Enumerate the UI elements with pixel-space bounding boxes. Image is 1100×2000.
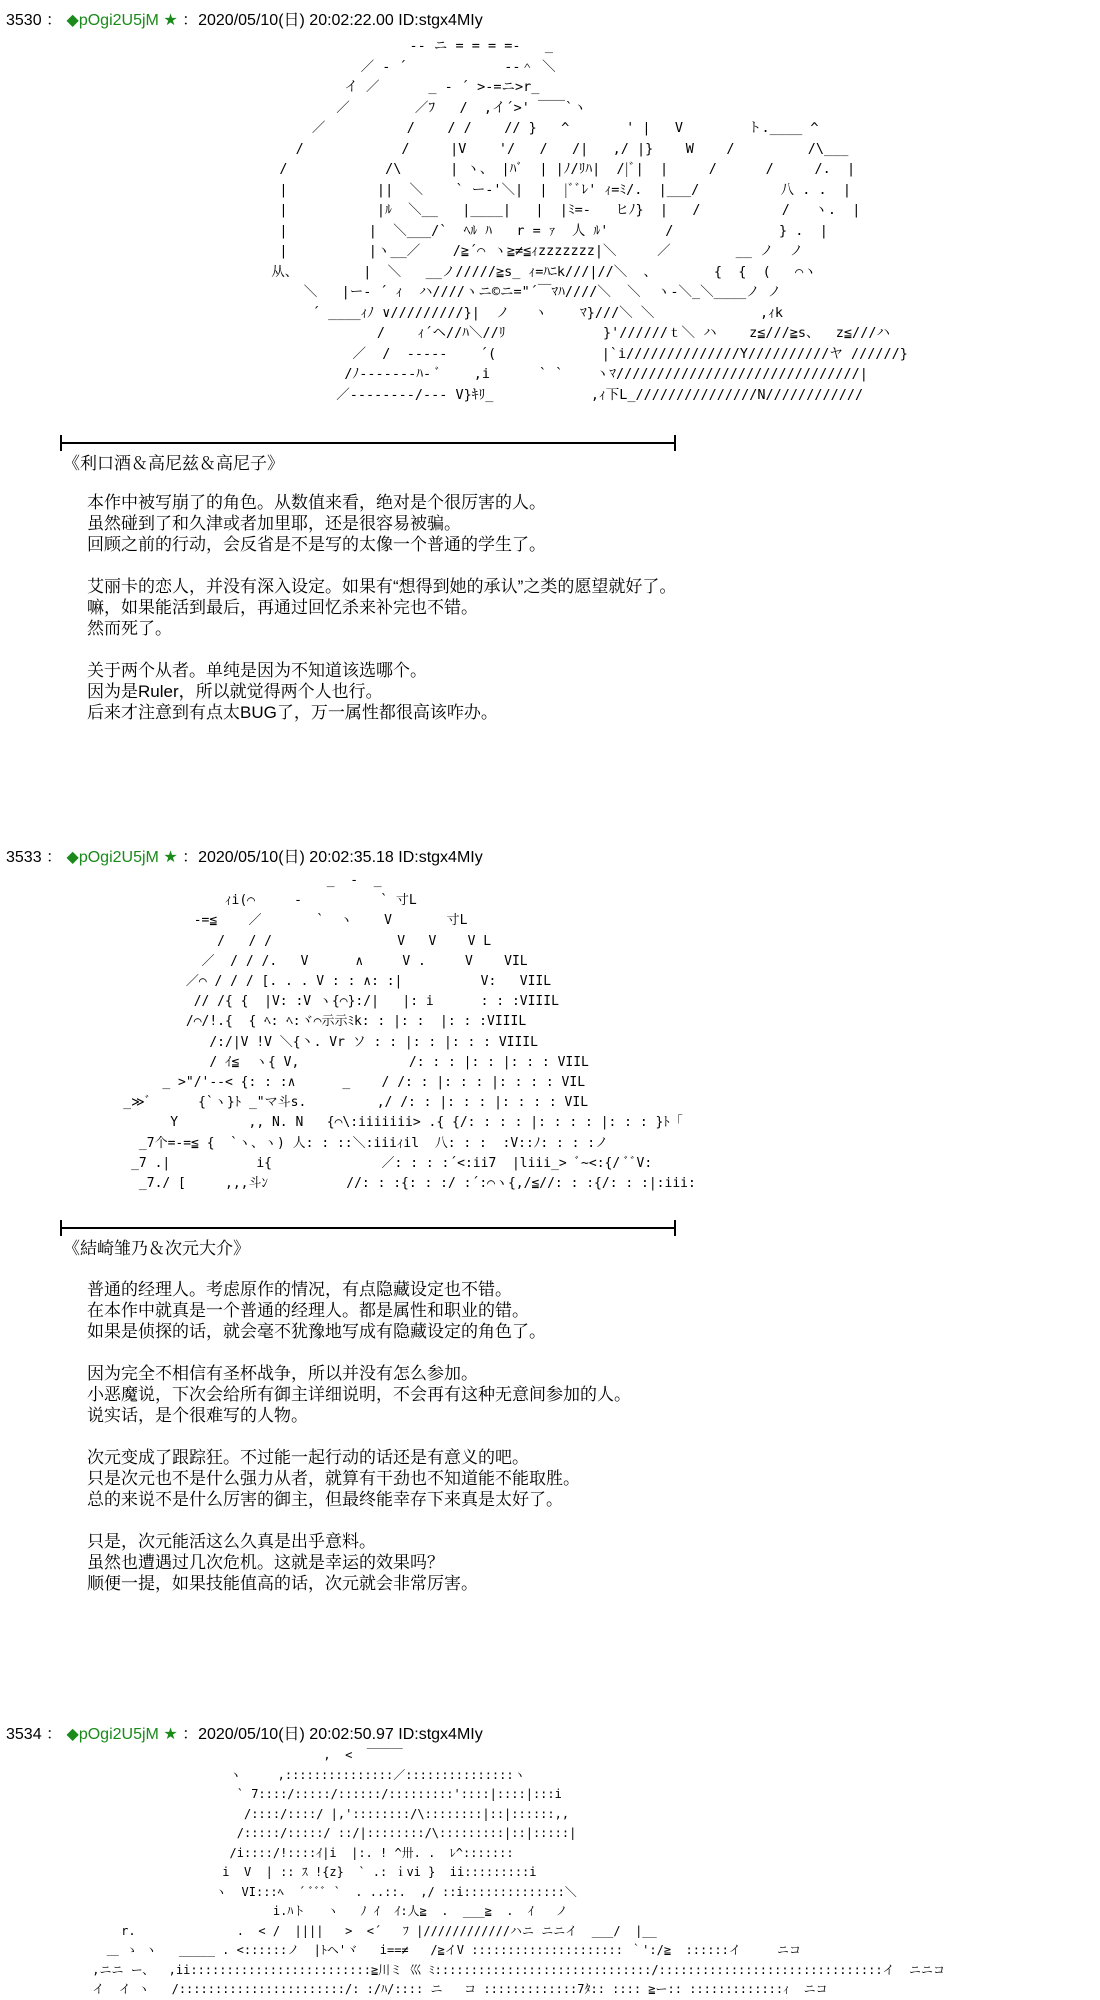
star-icon: ★ bbox=[163, 1726, 178, 1743]
post-sep: ： bbox=[46, 849, 63, 866]
post-meta: ：2020/05/10(日) 20:02:50.97 ID:stgx4MIy bbox=[182, 1726, 483, 1743]
section-title: 《結崎雏乃＆次元大介》 bbox=[63, 1239, 250, 1258]
section-title: 《利口酒＆高尼兹＆高尼子》 bbox=[63, 454, 284, 473]
text-line: 次元变成了跟踪狂。不过能一起行动的话还是有意义的吧。 bbox=[87, 1448, 529, 1467]
text-line: 然而死了。 bbox=[87, 619, 172, 638]
text-line: 只是次元也不是什么强力从者，就算有干劲也不知道能不能取胜。 bbox=[87, 1469, 580, 1488]
paragraph bbox=[87, 660, 676, 723]
diamond-icon: ◆ bbox=[66, 12, 79, 29]
star-icon: ★ bbox=[163, 849, 178, 866]
text-line: 因为是Ruler，所以就觉得两个人也行。 bbox=[87, 682, 383, 701]
divider-right-tick bbox=[674, 1220, 676, 1236]
text-line: 只是，次元能活这么久真是出乎意料。 bbox=[87, 1532, 376, 1551]
paragraph bbox=[87, 1279, 631, 1342]
poster-name: pOgi2U5jM bbox=[78, 1726, 159, 1743]
post-header bbox=[6, 10, 483, 32]
post-meta: ：2020/05/10(日) 20:02:22.00 ID:stgx4MIy bbox=[182, 12, 483, 29]
text-line: 嘛，如果能活到最后，再通过回忆杀来补完也不错。 bbox=[87, 598, 478, 617]
text-line: 因为完全不相信有圣杯战争，所以并没有怎么参加。 bbox=[87, 1364, 478, 1383]
text-line: 如果是侦探的话，就会毫不犹豫地写成有隐藏设定的角色了。 bbox=[87, 1322, 546, 1341]
ascii-art: , < ￣￣￣ ヽ ,:::::::::::::::／:::::::::::::::ヽ ` 7::::/:::::/::::::/:::::::::'::::|::::|:::i /::::/::::/ |,'::::::::/\::::::::|::|::::::,, /:::::/:::::/ ::/|::::::::/\:::::::::|::|:::::| /i::::/!::::ｲ|i |:. ! ^卅. . ﾚ^::::::: i V | :: ｽ !{z} ` .: ｉvi } ii:::::::::i ヽ VI:::ﾍ ´ ﾞﾞﾞ ` . ..::. ,/ ::i::::::::::::::＼ i.ﾊト ヽ ﾉ ｲ ｲ:人≧ . ___≧ . ｲ ノ r. . < / |||| > <´ ﾌ |////////////ハニ ニニイ ___/ |__ ＿ ゝ ヽ _____ . <::::::ノ |ﾄヘ'ヾ i==≠ /≧イV ::::::::::::::::::::: ｀':/≧ ::::::イ ニコ ,ニニ ー、 ,ii:::::::::::::::::::::::::≧川ミ 巛 ﾐ::::::::::::::::::::::::::::::/:::::::::::::::::::::::::::::::イ ニニコ イ イ ヽ /:::::::::::::::::::::::/: :/ﾊ/:::: ニ コ :::::::::::::7ﾀ:: :::: ≧ー:: :::::::::::::ｨ ニコ bbox=[92, 1748, 946, 1996]
poster-name: pOgi2U5jM bbox=[78, 849, 159, 866]
text-line: 在本作中就真是一个普通的经理人。都是属性和职业的错。 bbox=[87, 1301, 529, 1320]
star-icon: ★ bbox=[163, 12, 178, 29]
post-number[interactable]: 3530 bbox=[6, 12, 42, 29]
paragraph bbox=[87, 1447, 631, 1510]
text-line: 后来才注意到有点太BUG了，万一属性都很高该咋办。 bbox=[87, 703, 498, 722]
paragraph bbox=[87, 1531, 631, 1594]
poster-name: pOgi2U5jM bbox=[78, 12, 159, 29]
post-header bbox=[6, 847, 483, 869]
paragraph bbox=[87, 576, 676, 639]
text-line: 小恶魔说，下次会给所有御主详细说明，不会再有这种无意间参加的人。 bbox=[87, 1385, 631, 1404]
paragraph bbox=[87, 492, 676, 555]
post-meta: ：2020/05/10(日) 20:02:35.18 ID:stgx4MIy bbox=[182, 849, 483, 866]
paragraph bbox=[87, 1363, 631, 1426]
text-line: 总的来说不是什么厉害的御主，但最终能幸存下来真是太好了。 bbox=[87, 1490, 563, 1509]
text-line: 说实话，是个很难写的人物。 bbox=[87, 1406, 308, 1425]
divider-line bbox=[60, 442, 676, 444]
text-line: 虽然也遭遇过几次危机。这就是幸运的效果吗？ bbox=[87, 1553, 444, 1572]
text-line: 本作中被写崩了的角色。从数值来看，绝对是个很厉害的人。 bbox=[87, 493, 546, 512]
text-line: 关于两个从者。单纯是因为不知道该选哪个。 bbox=[87, 661, 427, 680]
post-body bbox=[87, 1279, 631, 1615]
divider-line bbox=[60, 1227, 676, 1229]
post-number[interactable]: 3533 bbox=[6, 849, 42, 866]
divider-right-tick bbox=[674, 435, 676, 451]
text-line: 顺便一提，如果技能值高的话，次元就会非常厉害。 bbox=[87, 1574, 478, 1593]
diamond-icon: ◆ bbox=[66, 849, 79, 866]
text-line: 普通的经理人。考虑原作的情况，有点隐藏设定也不错。 bbox=[87, 1280, 512, 1299]
post-number[interactable]: 3534 bbox=[6, 1726, 42, 1743]
post-body bbox=[87, 492, 676, 744]
post-sep: ： bbox=[46, 12, 63, 29]
text-line: 回顾之前的行动，会反省是不是写的太像一个普通的学生了。 bbox=[87, 535, 546, 554]
ascii-art: -- ニ = = = =- _ ／ ‐ ´ ‐-＾ ＼ イ ／ _ - ´ >-=ニ>r_ ／ ／ﾌ / ,イ´>' ￣￣`ヽ ／ / / / // } ^ ' | V ト.____ ^ / / |V '/ / /| ,/ |} W / /\___ / /\ | ヽ、 |ﾊﾞ | |ﾉ/ﾘﾊ| /|ﾞ| | / / /. | | || ＼ ` ー‐'＼| | |ﾞﾞﾚ' ｨ=ﾐ/. |___/ 八 . . | | |ﾙ ＼__ |____| | |ﾐ=- ヒﾉ} | / / ヽ. | | | ＼___/` ﾍﾙ ﾊ r = ｧ 人 ﾙ' / } . | | |ヽ__／ /≧´⌒ ヽ≧≠≦ｨzzzzzzz|＼ ／ __ ノ ノ 从、 | ＼ __ノ/////≧s_ ｨ=ﾊﾆk///|//＼ 、 { { ( ⌒ヽ ＼ |ー- ´ ｨ ハ////ヽニ©ニ="´￣ﾏﾊ////＼ ＼ ヽ-＼_＼____ノ ノ ´ ____ｨﾉ ∨/////////}| ノ ヽ ﾏ}///＼ ＼ ,ｨk / ｨ´ヘ//ﾊ＼//ﾘ }'//////ｔ＼ ハ z≦///≧s、 z≦///ハ ／ / ----- ´( |`i//////////////Y//////////ヤ //////} /ﾉ-------ﾊ- ﾞ ,i ` ` ヽﾏ//////////////////////////////| ／--------/--- V}ｷﾘ_ ,ｨ下L_///////////////N//////////// bbox=[271, 38, 908, 403]
post-header bbox=[6, 1724, 483, 1746]
diamond-icon: ◆ bbox=[66, 1726, 79, 1743]
post-sep: ： bbox=[46, 1726, 63, 1743]
text-line: 虽然碰到了和久津或者加里耶，还是很容易被骗。 bbox=[87, 514, 461, 533]
ascii-art: _ - _ ｨi(⌒ - ` 寸L -=≦ ／ ` ヽ V 寸L / / / V V V L ／ / / /. V ∧ V . V VIL ／⌒ / / / [. . . V : : ∧: :| V: VIIL // /{ { |V: :V ヽ{⌒}:/| |: i : : :VIIIL /⌒/!.{ { ﾍ: ﾍ:ヾ⌒示示ﾐk: : |: : |: : :VIIIL /:/|V !V ＼{丶. Vr ソ : : |: : |: : : VIIIL / ｲ≦ ヽ{ V, /: : : |: : |: : : VIIL _ >"/'--< {: : :∧ _ / /: : |: : : |: : : : VIL _≫ﾞ {`ヽ}ﾄ _"マ斗s. ,/ /: : |: : : |: : : : VIL Y ,, N. N {⌒\:iiiiiii> .{ {/: : : : |: : : : |: : : }ﾄ「 _7个=-=≦ { `ヽ、ヽ) 人: : ::＼:iiiｨil 八: : : :V::ﾉ: : : :ノ _7 .| i{ ／: : : :´<:ii7 |liii_> ﾞ~<:{/ ﾞﾞV: _7./ [ ,,,斗ﾝ //: : :{: : :/ :´:⌒ヽ{,/≦//: : :{/: : :|:iii: bbox=[123, 873, 696, 1192]
text-line: 艾丽卡的恋人，并没有深入设定。如果有“想得到她的承认”之类的愿望就好了。 bbox=[87, 577, 677, 596]
